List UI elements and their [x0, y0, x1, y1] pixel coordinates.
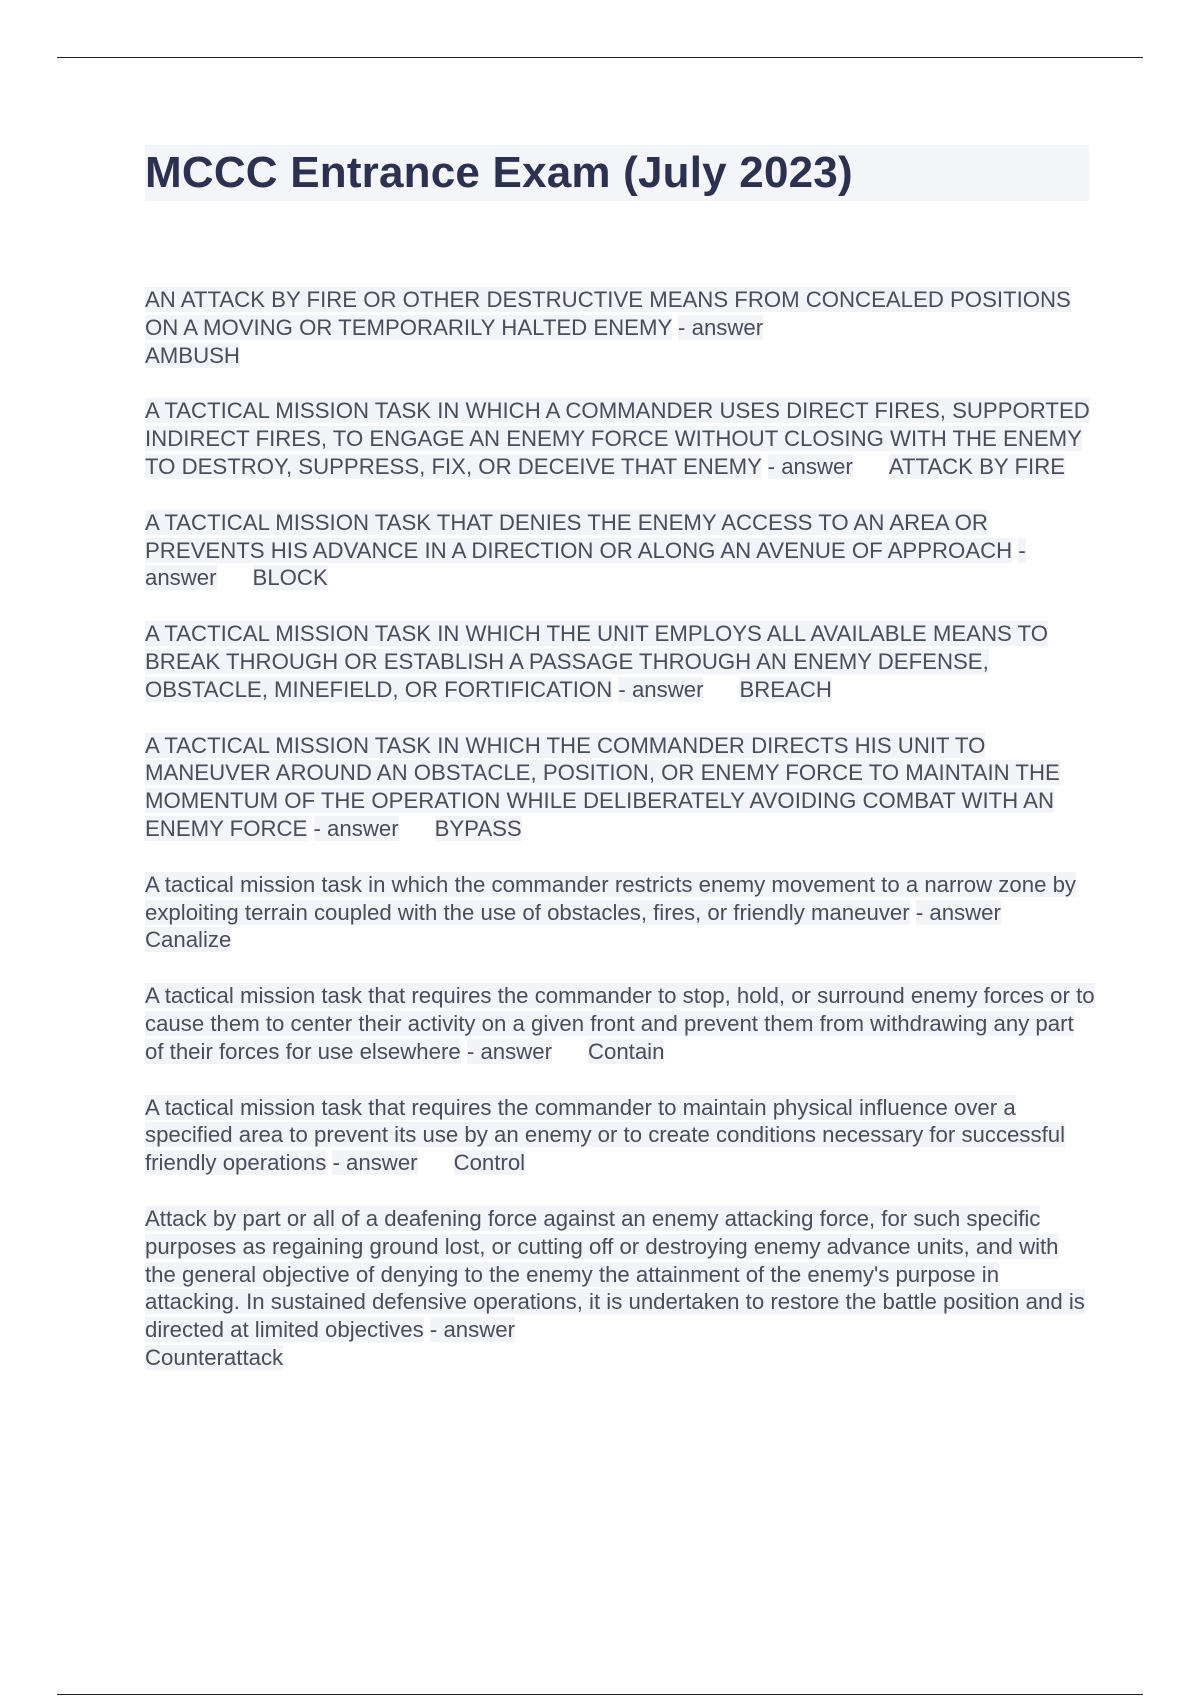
answer-text: ATTACK BY FIRE	[888, 453, 1066, 479]
answer-text: BYPASS	[434, 815, 522, 841]
qa-item	[145, 1205, 1095, 1372]
answer-separator: - answer	[429, 1317, 515, 1343]
answer-separator: - answer	[313, 815, 399, 841]
qa-item	[145, 871, 1095, 954]
answer-separator: - answer	[466, 1038, 552, 1064]
question-text: A tactical mission task that requires the commander to stop, hold, or surround enemy forces or to cause them to center their activity on a given front and prevent them from withdrawing any part of their forces for use elsewhere	[145, 983, 1095, 1064]
qa-item	[145, 286, 1095, 369]
question-text: A TACTICAL MISSION TASK THAT DENIES THE ENEMY ACCESS TO AN AREA OR PREVENTS HIS ADVANCE IN A DIRECTION OR ALONG AN AVENUE OF APPROACH	[145, 509, 1013, 563]
answer-separator: - answer	[915, 899, 1001, 925]
answer-separator: - answer	[678, 314, 764, 340]
question-text: AN ATTACK BY FIRE OR OTHER DESTRUCTIVE MEANS FROM CONCEALED POSITIONS ON A MOVING OR TEMPORARILY HALTED ENEMY	[145, 287, 1071, 340]
qa-item	[145, 1094, 1095, 1177]
answer-separator: - answer	[618, 676, 704, 702]
top-divider	[57, 57, 1143, 58]
answer-separator: - answer	[332, 1150, 418, 1176]
qa-item	[145, 397, 1095, 480]
question-text: A TACTICAL MISSION TASK IN WHICH THE COMMANDER DIRECTS HIS UNIT TO MANEUVER AROUND AN OBSTACLE, POSITION, OR ENEMY FORCE TO MAINTAIN THE MOMENTUM OF THE OPERATION WHILE DELIBERATELY AVOIDING COMBAT WITH AN ENEMY FORCE	[145, 732, 1060, 841]
question-text: A tactical mission task in which the commander restricts enemy movement to a narrow zone by exploiting terrain coupled with the use of obstacles, fires, or friendly maneuver	[145, 871, 1077, 925]
question-text: A TACTICAL MISSION TASK IN WHICH THE UNIT EMPLOYS ALL AVAILABLE MEANS TO BREAK THROUGH OR ESTABLISH A PASSAGE THROUGH AN ENEMY DEFENSE, OBSTACLE, MINEFIELD, OR FORTIFICATION	[145, 621, 1048, 702]
page-title: MCCC Entrance Exam (July 2023)	[145, 148, 853, 197]
answer-separator: - answer	[145, 537, 1026, 591]
answer-text: BREACH	[739, 676, 832, 702]
answer-text: Counterattack	[145, 1344, 284, 1370]
qa-item	[145, 620, 1095, 703]
answer-separator: - answer	[767, 453, 853, 479]
answer-text: AMBUSH	[145, 342, 240, 368]
qa-item	[145, 982, 1095, 1065]
qa-item	[145, 509, 1095, 592]
question-text: A TACTICAL MISSION TASK IN WHICH A COMMANDER USES DIRECT FIRES, SUPPORTED INDIRECT FIRES, TO ENGAGE AN ENEMY FORCE WITHOUT CLOSING WITH THE ENEMY TO DESTROY, SUPPRESS, FIX, OR DECEIVE THAT ENEMY	[145, 398, 1090, 479]
qa-list	[145, 286, 1095, 1400]
question-text: Attack by part or all of a deafening force against an enemy attacking force, for such specific purposes as regaining ground lost, or cutting off or destroying enemy advance units, and with the general objective of denying to the enemy the attainment of the enemy's purpose in attacking. In sustained defensive operations, it is undertaken to restore the battle position and is directed at limited objectives	[145, 1205, 1085, 1343]
answer-text: Control	[453, 1150, 526, 1176]
answer-text: Contain	[587, 1038, 665, 1064]
question-text: A tactical mission task that requires the commander to maintain physical influence over a specified area to prevent its use by an enemy or to create conditions necessary for successful friendly operations	[145, 1094, 1066, 1176]
answer-text: Canalize	[145, 927, 232, 953]
title-block	[145, 145, 1089, 201]
bottom-divider	[57, 1694, 1143, 1695]
qa-item	[145, 732, 1095, 843]
answer-text: BLOCK	[252, 565, 328, 591]
